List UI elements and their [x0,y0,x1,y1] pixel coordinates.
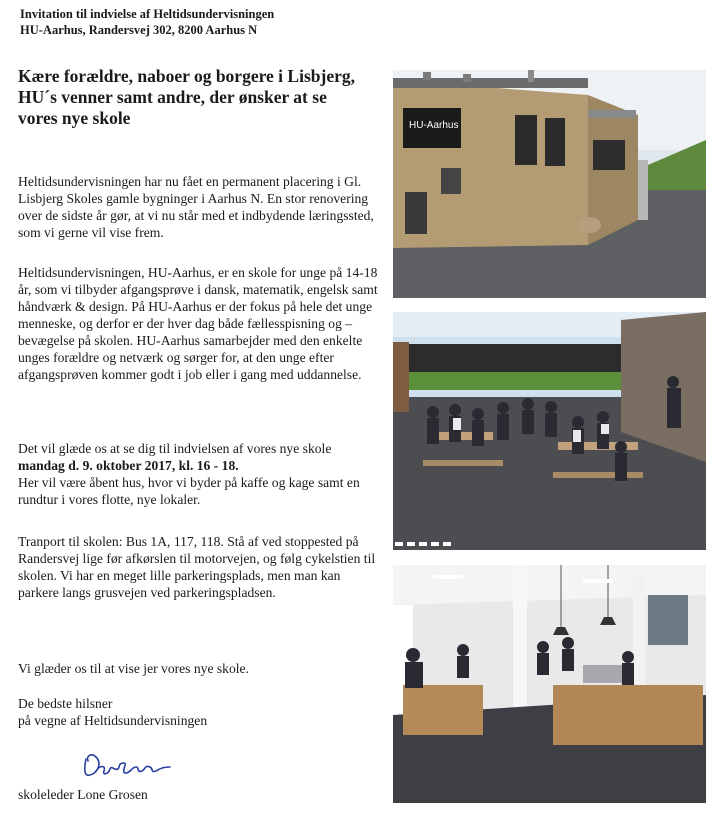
photo-interior-dining [393,565,706,803]
signer-name: skoleleder Lone Grosen [18,787,148,802]
heading-line-3: vores nye skole [18,108,131,128]
header-title: Invitation til indvielse af Heltidsundervisningen [20,7,275,21]
heading-line-2: HU´s venner samt andre, der ønsker at se [18,87,327,107]
closing-greeting: De bedste hilsner [18,696,113,711]
closing-on-behalf: på vegne af Heltidsundervisningen [18,713,208,728]
event-date: mandag d. 9. oktober 2017, kl. 16 - 18. [18,458,239,473]
paragraph-transport: Tranport til skolen: Bus 1A, 117, 118. Stå af ved stoppested på Randersvej lige før afkørslen til motorvejen, og følg cykelstien til skolen. Vi har en meget lille parkeringsplads, men man kan parkere langs grusvejen ved parkeringspladsen. [18,534,376,600]
paragraph-intro: Heltidsundervisningen har nu fået en permanent placering i Gl. Lisbjerg Skoles gamle bygninger i Aarhus N. En stor renovering over de sidste år gør, at vi nu står med et indbydende læringssted, som vi gerne vil vise frem. [18,174,374,240]
photo-building-exterior [393,70,706,298]
invitation-details: Her vil være åbent hus, hvor vi byder på kaffe og kage samt en rundtur i vores flotte, nye lokaler. [18,475,360,507]
letter-header [20,6,274,38]
heading-line-1: Kære forældre, naboer og borgere i Lisbjerg, [18,66,355,86]
handwritten-signature [80,745,180,785]
paragraph-invitation [18,440,383,508]
paragraph-about: Heltidsundervisningen, HU-Aarhus, er en skole for unge på 14-18 år, som vi tilbyder afgangsprøve i dansk, matematik, engelsk samt håndværk & design. På HU-Aarhus er der fokus på hele det unge menneske, og derfor er der hver dag både fællesspisning og –bevægelse på skolen. HU-Aarhus samarbejder med den enkelte unges forældre og netværk og sørger for, at den unge efter afgangsprøven kommer godt i job eller i gang med uddannelse. [18,265,378,382]
invitation-intro: Det vil glæde os at se dig til indvielsen af vores nye skole [18,441,332,456]
header-address: HU-Aarhus, Randersvej 302, 8200 Aarhus N [20,23,258,37]
paragraph-closing-note: Vi glæder os til at vise jer vores nye skole. [18,661,249,676]
photo-courtyard-gathering [393,312,706,550]
building-sign-text: HU-Aarhus [409,120,459,131]
letter-heading [18,66,388,129]
closing-block [18,695,383,729]
